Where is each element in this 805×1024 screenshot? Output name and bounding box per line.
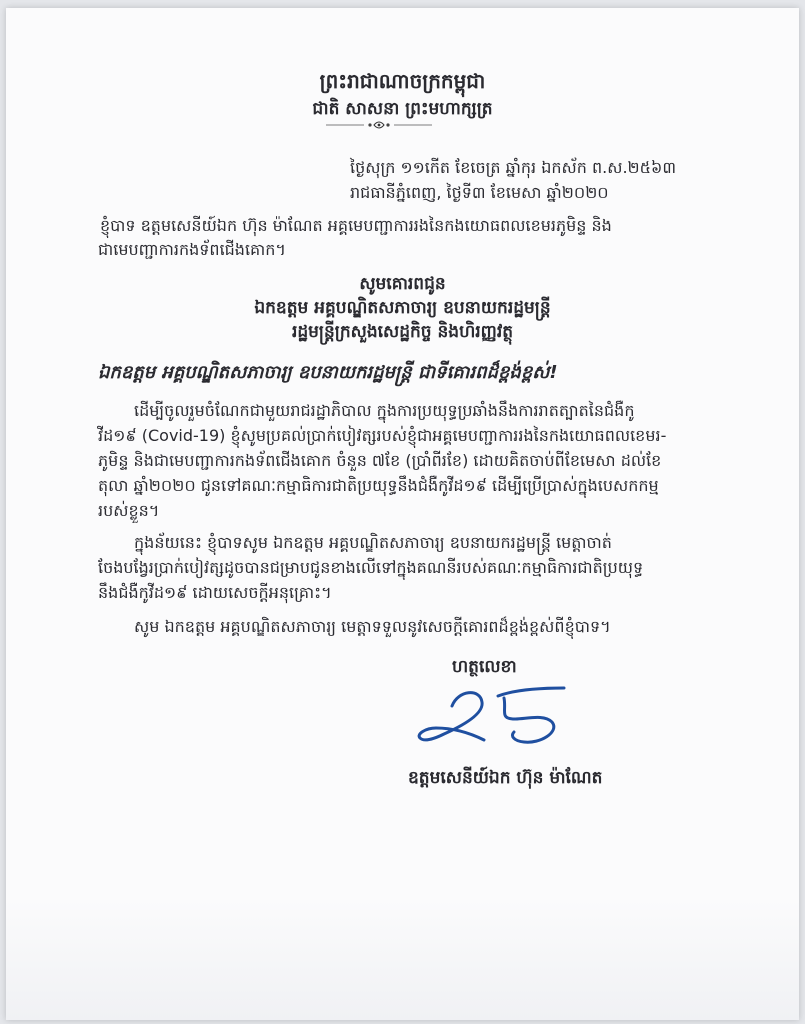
closing-line: សូម ឯកឧត្តម អគ្គបណ្ឌិតសភាចារ្យ មេត្តាទទួលនូវសេចក្តីគោរពដ៏ខ្ពង់ខ្ពស់ពីខ្ញុំបាទ។ (134, 617, 611, 636)
letter-page (6, 8, 799, 1020)
paragraph2-line-1: ក្នុងន័យនេះ ខ្ញុំបាទសូម ឯកឧត្តម អគ្គបណ្ឌិតសភាចារ្យ ឧបនាយករដ្ឋមន្ត្រី មេត្តាចាត់ (134, 533, 612, 552)
paragraph1-line-3: ភូមិន្ទ និងជាមេបញ្ជាការកងទ័ពជើងគោក ចំនួន ៧ខែ (ប្រាំពីរខែ) ដោយគិតចាប់ពីខែមេសា ដល់ខែ (98, 451, 662, 470)
greeting-line: ឯកឧត្តម អគ្គបណ្ឌិតសភាចារ្យ ឧបនាយករដ្ឋមន្ត្រី ជាទីគោរពដ៏ខ្ពង់ខ្ពស់! (98, 362, 558, 383)
page-shadow-gradient (6, 900, 799, 1020)
paragraph2-line-2: ចែងបង្វែរប្រាក់បៀវត្សដូចបានជម្រាបជូនខាងលើទៅក្នុងគណនីរបស់គណៈកម្មាធិការជាតិប្រយុទ្ធ (98, 558, 644, 577)
paragraph1-line-2: វីដ១៩ (Covid-19) ខ្ញុំសូមប្រគល់ប្រាក់បៀវត្សរបស់ខ្ញុំជាអគ្គមេបញ្ជាការរងនៃកងយោធពលខេមរ- (98, 426, 667, 445)
date-lunar: ថ្ងៃសុក្រ ១១កើត ខែចេត្រ ឆ្នាំកុរ ឯកស័ក ព.ស.២៥៦៣ (350, 158, 676, 177)
intro-line-1: ខ្ញុំបាទ ឧត្តមសេនីយ៍ឯក ហ៊ុន ម៉ាណែត អគ្គមេបញ្ជាការរងនៃកងយោធពលខេមរភូមិន្ទ និង (100, 216, 612, 235)
paragraph1-line-1: ដើម្បីចូលរួមចំណែកជាមួយរាជរដ្ឋាភិបាល ក្នុងការប្រយុទ្ធប្រឆាំងនឹងការរាតត្បាតនៃជំងឺកូ (134, 401, 635, 420)
intro-line-2: ជាមេបញ្ជាការកងទ័ពជើងគោក។ (98, 240, 286, 259)
addressee-ministry: រដ្ឋមន្ត្រីក្រសួងសេដ្ឋកិច្ច និងហិរញ្ញវត្ថុ (291, 322, 514, 342)
signature-label: ហត្ថលេខា (452, 657, 517, 677)
signer-name: ឧត្តមសេនីយ៍ឯក ហ៊ុន ម៉ាណែត (408, 768, 603, 788)
ornament-divider-icon (324, 118, 434, 132)
national-motto: ជាតិ សាសនា ព្រះមហាក្សត្រ (312, 99, 493, 119)
addressee-salutation: សូមគោរពជូន (359, 274, 446, 294)
paragraph2-line-3: នឹងជំងឺកូវីដ១៩ ដោយសេចក្តីអនុគ្រោះ។ (98, 583, 332, 602)
handwritten-signature-icon (414, 682, 594, 752)
paragraph1-line-4: តុលា ឆ្នាំ២០២០ ជូនទៅគណៈកម្មាធិការជាតិប្រយុទ្ធនឹងជំងឺកូវីដ១៩ ដើម្បីប្រើប្រាស់ក្នុងបេសកកម្ម (98, 476, 659, 495)
date-place: រាជធានីភ្នំពេញ, ថ្ងៃទី៣ ខែមេសា ឆ្នាំ២០២០ (350, 183, 609, 202)
kingdom-heading: ព្រះរាជាណាចក្រកម្ពុជា (319, 69, 486, 93)
addressee-title: ឯកឧត្តម អគ្គបណ្ឌិតសភាចារ្យ ឧបនាយករដ្ឋមន្ត្រី (254, 298, 551, 318)
paragraph1-line-5: របស់ខ្លួន។ (98, 501, 160, 520)
